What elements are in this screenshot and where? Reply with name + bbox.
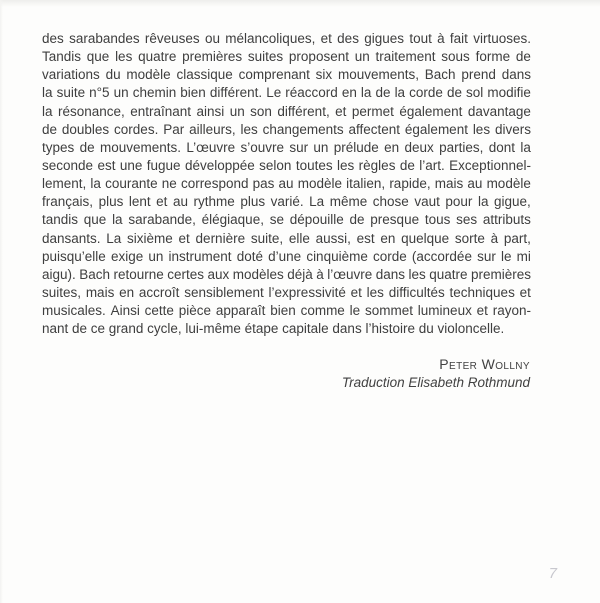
body-text-line: Tandis que les quatre premières suites proposent un traitement sous forme de	[42, 49, 531, 65]
page-number: 7	[548, 565, 557, 582]
scan-edge-left	[0, 0, 3, 603]
body-text-line: la résonance, entraînant ainsi un son différent, et permet également davantage	[42, 103, 531, 119]
body-text-line: la suite n°5 un chemin bien différent. Le réaccord en la de la corde de sol modifie	[42, 85, 531, 101]
body-text	[42, 30, 531, 338]
body-text-line: suites, mais en accroît sensiblement l’expressivité et les difficultés techniques et	[42, 284, 531, 300]
body-text-line: types de mouvements. L’œuvre s’ouvre sur un prélude en deux parties, dont la	[42, 139, 531, 155]
body-text-line: de doubles cordes. Par ailleurs, les changements affectent également les divers	[42, 121, 531, 137]
scan-edge-top	[0, 0, 600, 7]
body-text-line: nant de ce grand cycle, lui-même étape capitale dans l’histoire du violoncelle.	[42, 321, 505, 337]
body-text-line: musicales. Ainsi cette pièce apparaît bien comme le sommet lumineux et rayon-	[42, 303, 531, 319]
body-text-line: variations du modèle classique comprenant six mouvements, Bach prend dans	[42, 67, 531, 83]
body-text-line: des sarabandes rêveuses ou mélancoliques, et des gigues tout à fait virtuoses.	[42, 31, 531, 46]
body-text-line: puisqu’elle exige un instrument doté d’une cinquième corde (accordée sur le mi	[42, 248, 531, 264]
body-text-line: tandis que la sarabande, élégiaque, se dépouille de presque tous ses attributs	[42, 212, 531, 228]
body-text-line: aigu). Bach retourne certes aux modèles déjà à l’œuvre dans les quatre premières	[42, 266, 531, 282]
body-text-line: français, plus lent et au rythme plus varié. La même chose vaut pour la gigue,	[42, 194, 531, 210]
body-text-line: lement, la courante ne correspond pas au modèle italien, rapide, mais au modèle	[42, 176, 531, 192]
body-text-line: dansants. La sixième et dernière suite, elle aussi, est en quelque sorte à part,	[42, 230, 531, 246]
body-text-line: seconde est une fugue développée selon toutes les règles de l’art. Exceptionnel-	[42, 157, 531, 173]
author-name: Peter Wollny	[439, 356, 530, 372]
byline	[342, 355, 530, 392]
translation-credit: Traduction Elisabeth Rothmund	[341, 374, 530, 390]
